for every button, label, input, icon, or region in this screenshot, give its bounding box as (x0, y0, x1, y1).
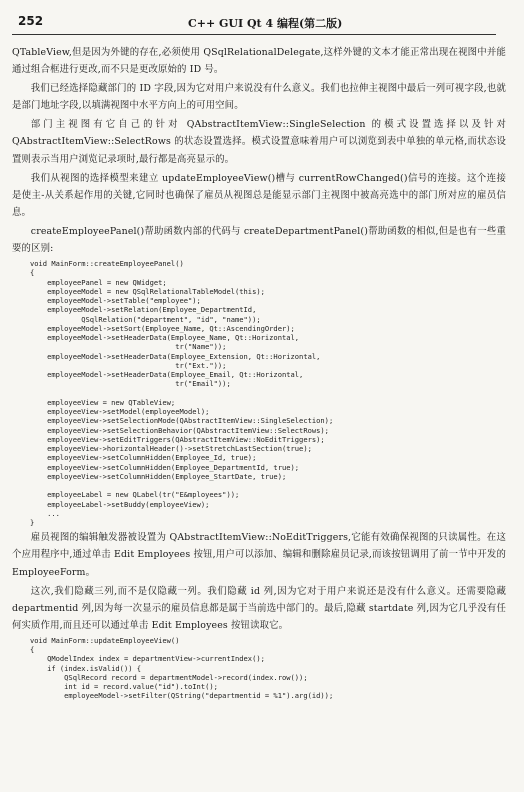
code-line: if (index.isValid()) { (30, 663, 142, 673)
code-line: employeeModel->setSort(Employee_Name, Qt::AscendingOrder); (30, 323, 295, 333)
code-line: employeeModel->setTable("employee"); (30, 296, 201, 306)
code-line: employeeLabel = new QLabel(tr("E&mployees")); (30, 490, 240, 500)
code-line: { (30, 645, 35, 655)
code-line: int id = record.value("id").toInt(); (30, 682, 218, 692)
code-line: tr("Name")); (30, 342, 227, 352)
code-line: employeeView->setColumnHidden(Employee_StartDate, true); (30, 471, 287, 481)
code-line: void MainForm::createEmployeePanel() (30, 259, 184, 269)
paragraph-hidden-id: 我们已经选择隐藏部门的 ID 字段,因为它对用户来说没有什么意义。我们也拉伸主视图中最后一列可视字段,也就是部门地址字段,以填满视图中水平方向上的可用空间。 (12, 83, 506, 112)
code-line: employeeView->setModel(employeeModel); (30, 407, 210, 417)
code-line: employeeView->setSelectionMode(QAbstractItemView::SingleSelection); (30, 416, 334, 426)
code-line: QModelIndex index = departmentView->currentIndex(); (30, 654, 265, 664)
code-line: } (30, 518, 35, 528)
code-line: ... (30, 508, 60, 518)
code-line: QSqlRelation("department", "id", "name")); (30, 314, 261, 324)
running-title: C++ GUI Qt 4 编程(第二版) (188, 17, 343, 30)
code-line: { (30, 268, 35, 278)
code-line: void MainForm::updateEmployeeView() (30, 635, 180, 645)
code-line: employeeView = new QTableView; (30, 397, 176, 407)
paragraph-selection-mode: 部门主视图有它自己的针对 QAbstractItemView::SingleSelection 的模式设置选择以及针对 QAbstractItemView::SelectRows 的状态设置选择。模式设置意味着用户可以浏览到表中单独的单元格,而状态设置则表示当用户浏览记录项时,最行都是高亮显示的。 (12, 119, 506, 165)
code-line: employeeView->horizontalHeader()->setStretchLastSection(true); (30, 444, 312, 454)
code-line: employeeModel->setRelation(Employee_DepartmentId, (30, 305, 257, 315)
code-line: employeeModel->setFilter(QString("departmentid = %1").arg(id)); (30, 691, 334, 701)
code-line: employeeModel->setHeaderData(Employee_Name, Qt::Horizontal, (30, 333, 300, 343)
code-line: QSqlRecord record = departmentModel->record(index.row()); (30, 672, 308, 682)
paragraph-create-employee-panel: createEmployeePanel()帮助函数内部的代码与 createDepartmentPanel()帮助函数的相似,但是也有一些重要的区别: (12, 225, 506, 255)
code-block-create-employee-panel (12, 259, 506, 527)
code-line: employeeView->setColumnHidden(Employee_Id, true); (30, 453, 257, 463)
code-line: employeeModel->setHeaderData(Employee_Extension, Qt::Horizontal, (30, 351, 321, 361)
code-line: employeeLabel->setBuddy(employeeView); (30, 499, 210, 509)
paragraph-continued: QTableView,但是因为外键的存在,必须使用 QSqlRelationalDelegate,这样外键的文本才能正常出现在视图中并能通过组合框进行更改,而不只是更改原始的 ID 号。 (12, 47, 506, 76)
code-line: employeePanel = new QWidget; (30, 277, 167, 287)
code-block-update-employee-view (12, 636, 506, 701)
code-line: employeeModel->setHeaderData(Employee_Email, Qt::Horizontal, (30, 370, 304, 380)
paragraph-edit-triggers: 雇员视图的编辑触发器被设置为 QAbstractItemView::NoEditTriggers,它能有效确保视图的只读属性。在这个应用程序中,通过单击 Edit Employees 按钮,用户可以添加、编辑和删除雇员记录,而该按钮调用了前一节中开发的 EmployeeForm。 (12, 532, 506, 578)
code-line: employeeView->setSelectionBehavior(QAbstractItemView::SelectRows); (30, 425, 329, 435)
paragraph-signal-connection: 我们从视图的选择模型来建立 updateEmployeeView()槽与 currentRowChanged()信号的连接。这个连接是使主-从关系起作用的关键,它同时也确保了雇员从视图总是能显示部门主视图中被高亮选中的部门所对应的雇员信息。 (12, 172, 506, 218)
code-line: employeeModel = new QSqlRelationalTableModel(this); (30, 286, 265, 296)
code-line: employeeView->setEditTriggers(QAbstractItemView::NoEditTriggers); (30, 434, 325, 444)
page-header (12, 14, 496, 35)
code-line: tr("Email")); (30, 379, 231, 389)
code-line: tr("Ext.")); (30, 360, 227, 370)
paragraph-hidden-columns: 这次,我们隐藏三列,而不是仅隐藏一列。我们隐藏 id 列,因为它对于用户来说还是没有什么意义。还需要隐藏 departmentid 列,因为每一次显示的雇员信息都是属于当前选中部门的。最后,隐藏 startdate 列,因为它几乎没有任何实质作用,而且还可以通过单击 Edit Employees 按钮读取它。 (12, 585, 506, 631)
page-body (12, 44, 506, 703)
code-line: employeeView->setColumnHidden(Employee_DepartmentId, true); (30, 462, 300, 472)
page-number: 252 (18, 14, 44, 28)
